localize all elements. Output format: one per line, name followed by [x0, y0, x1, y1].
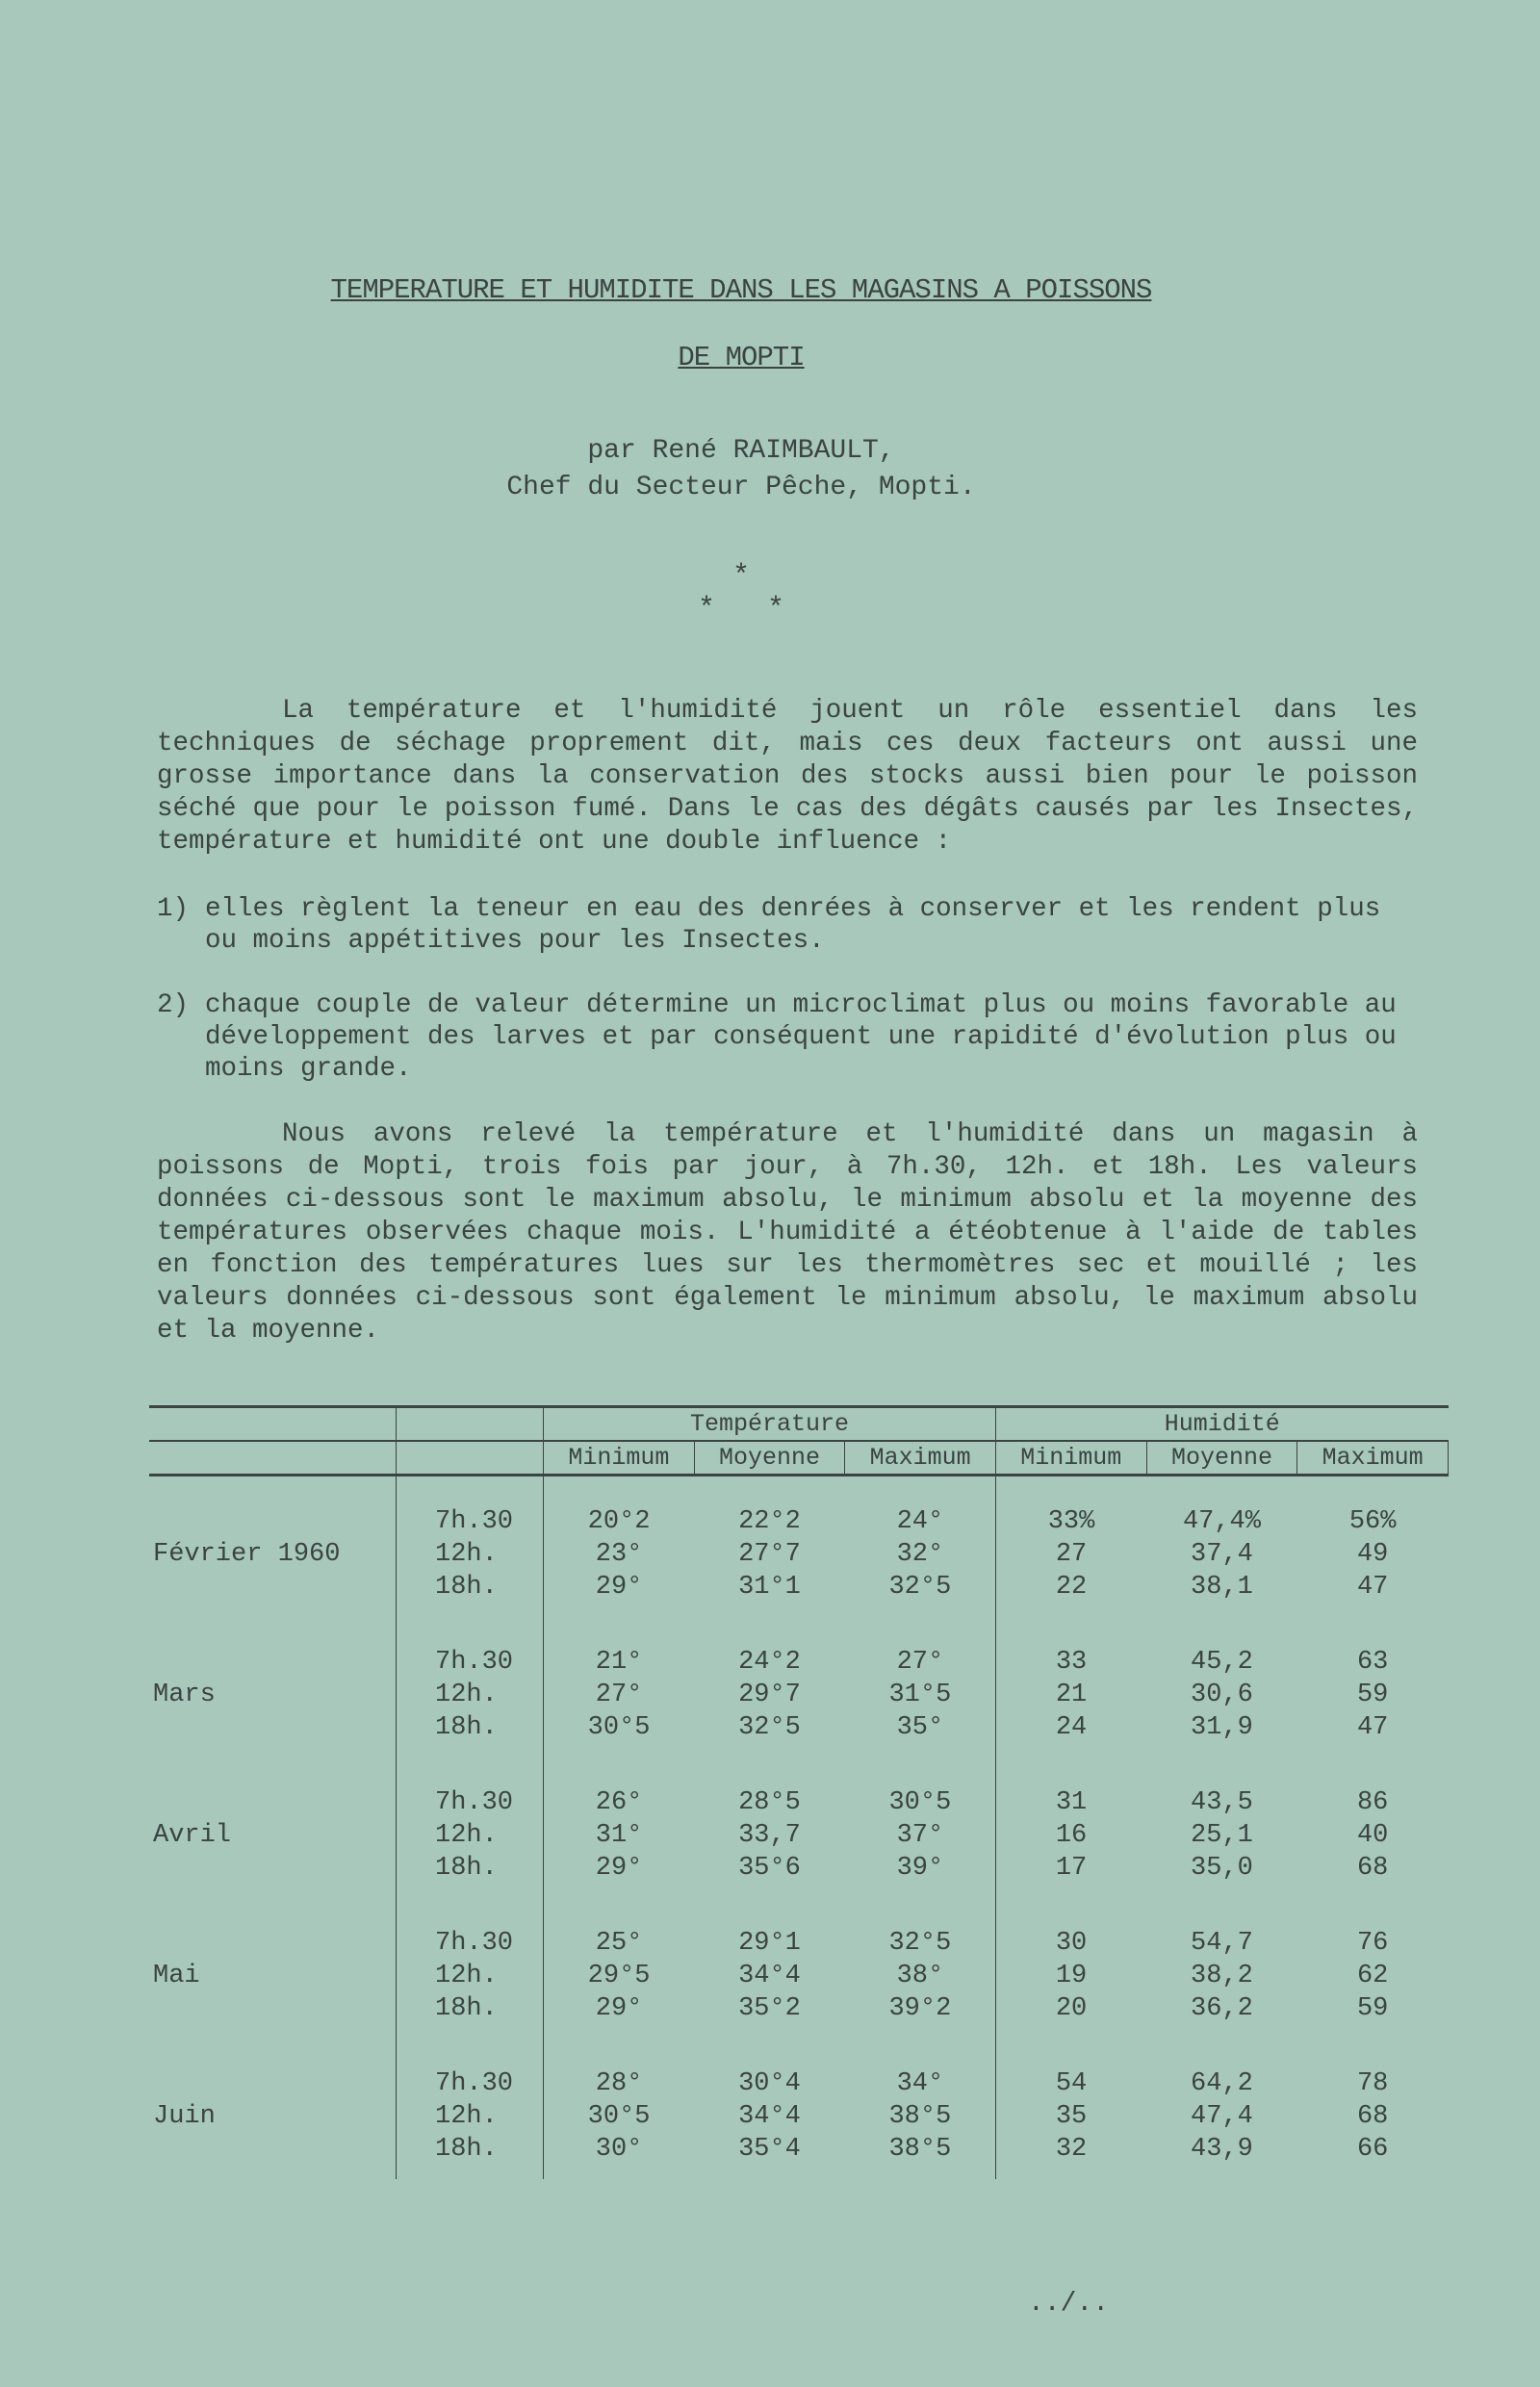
intro-paragraph: La température et l'humidité jouent un rôle essentiel dans les techniques de séchage proprement dit, mais ces deux facteurs ont aussi une grosse importance dans la conservation des stocks aussi bien pour le poisson séché que pour le poisson fumé. Dans le cas des dégâts causés par les Insectes, température et humidité ont une double influence : — [157, 696, 1418, 857]
value-cell: 30°5 37° 39° — [888, 1788, 952, 1883]
value-cell: 28°5 33,7 35°6 — [738, 1788, 801, 1883]
month-cell: Mai — [153, 1962, 200, 1990]
table-row — [149, 2039, 1449, 2179]
continuation-mark: ../.. — [1028, 2289, 1110, 2319]
value-cell: 63 59 47 — [1356, 1648, 1389, 1742]
value-cell: 45,2 30,6 31,9 — [1191, 1648, 1253, 1742]
table-row — [149, 1476, 1449, 1618]
method-paragraph: Nous avons relevé la température et l'humidité dans un magasin à poissons de Mopti, trois fois par jour, à 7h.30, 12h. et 18h. Les valeurs données ci-dessous sont le maximum absolu, le minimum absolu et la moyenne des températures observées chaque mois. L'humidité a étéobtenue à l'aide de tables en fonction des températures lues sur les thermomètres sec et mouillé ; les valeurs données ci-dessous sont également le minimum absolu, le maximum absolu et la moyenne. — [157, 1119, 1418, 1346]
col-temp-max: Maximum — [845, 1441, 996, 1476]
header-temperature: Température — [544, 1407, 996, 1442]
separator-stars: * * * — [697, 560, 784, 626]
value-cell: 34° 38°5 38°5 — [888, 2069, 952, 2164]
month-cell: Février 1960 — [153, 1540, 341, 1569]
table-body — [149, 1476, 1449, 2180]
byline — [0, 433, 1482, 506]
value-cell: 30°4 34°4 35°4 — [738, 2069, 801, 2164]
value-cell: 29°1 34°4 35°2 — [738, 1929, 801, 2023]
header-humidity: Humidité — [995, 1407, 1448, 1442]
data-table — [149, 1405, 1449, 2179]
list-item: 2) chaque couple de valeur détermine un microclimat plus ou moins favorable au développement des larves et par conséquent une rapidité d'évolution plus ou moins grande. — [157, 990, 1397, 1084]
col-temp-min: Minimum — [544, 1441, 695, 1476]
value-cell: 33 21 24 — [995, 1617, 1146, 1758]
value-cell: 33% 27 22 — [995, 1476, 1146, 1618]
value-cell: 31 16 17 — [995, 1758, 1146, 1898]
month-cell: Avril — [153, 1821, 232, 1850]
table-row — [149, 1898, 1449, 2039]
value-cell: 27° 31°5 35° — [888, 1648, 952, 1742]
col-hum-avg: Moyenne — [1146, 1441, 1297, 1476]
value-cell: 76 62 59 — [1356, 1929, 1389, 2023]
value-cell: 22°2 27°7 31°1 — [738, 1507, 801, 1602]
author-role: Chef du Secteur Pêche, Mopti. — [506, 473, 976, 502]
value-cell: 30 19 20 — [995, 1898, 1146, 2039]
value-cell: 64,2 47,4 43,9 — [1191, 2069, 1253, 2164]
time-cell: 7h.30 12h. 18h. — [397, 1476, 544, 1618]
value-cell: 26° 31° 29° — [544, 1758, 695, 1898]
table-row — [149, 1758, 1449, 1898]
value-cell: 24°2 29°7 32°5 — [738, 1648, 801, 1742]
value-cell: 20°2 23° 29° — [544, 1476, 695, 1618]
table-row — [149, 1617, 1449, 1758]
time-cell: 7h.30 12h. 18h. — [397, 1758, 544, 1898]
document-title: TEMPERATURE ET HUMIDITE DANS LES MAGASINS A POISSONS — [330, 274, 1152, 306]
author: par René RAIMBAULT, — [587, 436, 895, 466]
time-cell: 7h.30 12h. 18h. — [397, 1898, 544, 2039]
value-cell: 54 35 32 — [995, 2039, 1146, 2179]
value-cell: 56% 49 47 — [1348, 1507, 1397, 1602]
value-cell: 24° 32° 32°5 — [888, 1507, 952, 1602]
value-cell: 28° 30°5 30° — [544, 2039, 695, 2179]
col-hum-min: Minimum — [995, 1441, 1146, 1476]
col-hum-max: Maximum — [1297, 1441, 1449, 1476]
value-cell: 78 68 66 — [1356, 2069, 1389, 2164]
value-cell: 86 40 68 — [1356, 1788, 1389, 1883]
value-cell: 25° 29°5 29° — [544, 1898, 695, 2039]
time-cell: 7h.30 12h. 18h. — [397, 2039, 544, 2179]
list-item: 1) elles règlent la teneur en eau des denrées à conserver et les rendent plus ou moins appétitives pour les Insectes. — [157, 894, 1381, 956]
col-temp-avg: Moyenne — [694, 1441, 845, 1476]
value-cell: 32°5 38° 39°2 — [888, 1929, 952, 2023]
time-cell: 7h.30 12h. 18h. — [397, 1617, 544, 1758]
month-cell: Juin — [153, 2102, 216, 2131]
value-cell: 43,5 25,1 35,0 — [1191, 1788, 1253, 1883]
document-title-line2: DE MOPTI — [678, 342, 805, 373]
value-cell: 21° 27° 30°5 — [544, 1617, 695, 1758]
month-cell: Mars — [153, 1681, 216, 1709]
value-cell: 47,4% 37,4 38,1 — [1182, 1507, 1261, 1602]
value-cell: 54,7 38,2 36,2 — [1191, 1929, 1253, 2023]
